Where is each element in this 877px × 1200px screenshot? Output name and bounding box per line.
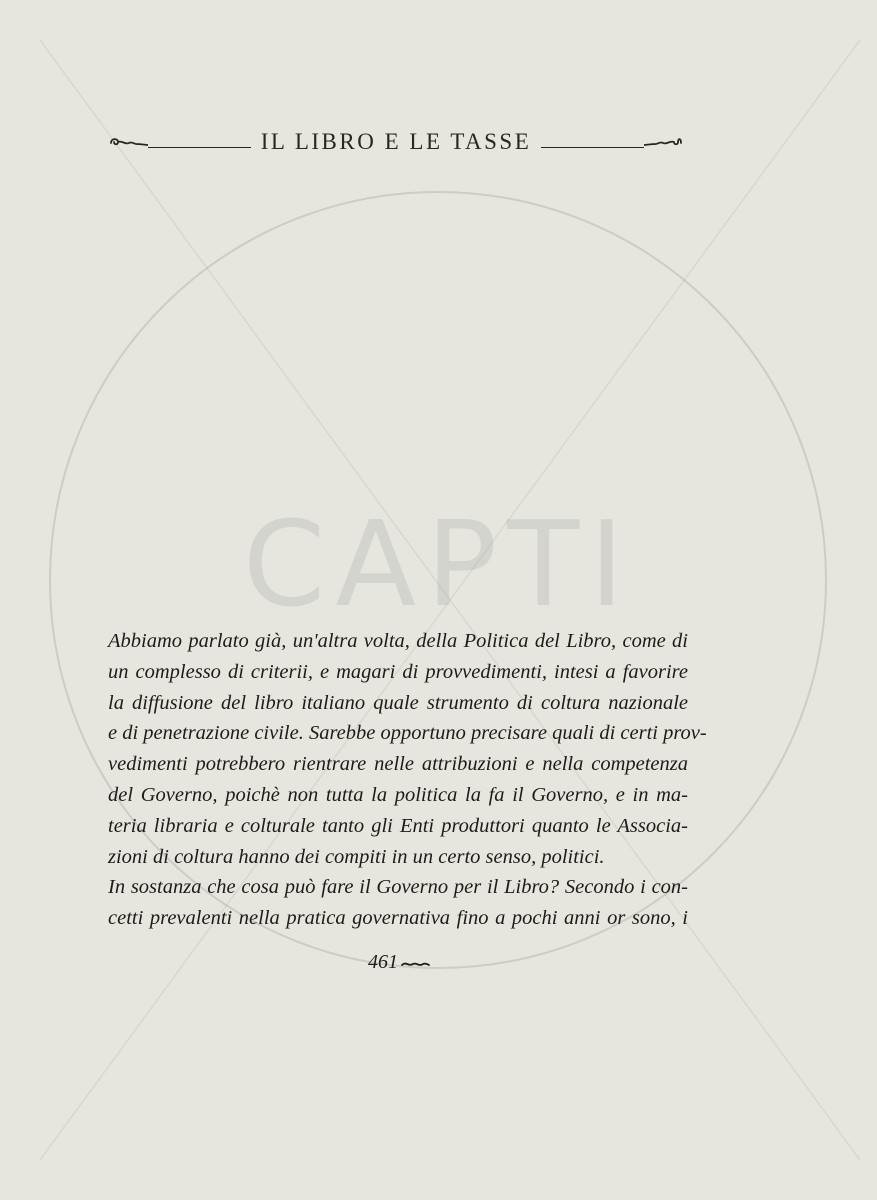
body-paragraph (108, 626, 707, 934)
text-line: un complesso di criterii, e magari di provvedimenti, intesi a favorire (108, 660, 688, 683)
text-line: cetti prevalenti nella pratica governativa fino a pochi anni or sono, i (108, 907, 688, 930)
text-line: In sostanza che cosa può fare il Governo per il Libro? Secondo i con- (108, 876, 688, 899)
text-line: e di penetrazione civile. Sarebbe opportuno precisare quali di certi prov- (108, 722, 707, 745)
text-line: zioni di coltura hanno dei compiti in un certo senso, politici. (108, 845, 605, 868)
watermark-text: CAPTI (242, 495, 635, 633)
page-number (368, 951, 430, 974)
running-title: IL LIBRO E LE TASSE (260, 129, 532, 154)
text-line: vedimenti potrebbero rientrare nelle attribuzioni e nella competenza (108, 753, 688, 776)
scroll-ornament-icon (108, 133, 148, 151)
header-rule-right (541, 147, 644, 148)
text-line: Abbiamo parlato già, un'altra volta, della Politica del Libro, come di (108, 630, 688, 652)
text-line: del Governo, poichè non tutta la politica la fa il Governo, e in ma- (108, 783, 688, 806)
running-head (108, 124, 684, 160)
page-number-text: 461 (368, 951, 398, 973)
scroll-ornament-icon (644, 133, 684, 151)
scroll-ornament-icon (400, 956, 430, 970)
text-line: teria libraria e colturale tanto gli Enti produttori quanto le Associa- (108, 814, 688, 837)
header-rule-left (148, 147, 251, 148)
text-line: la diffusione del libro italiano quale strumento di coltura nazionale (108, 691, 688, 714)
